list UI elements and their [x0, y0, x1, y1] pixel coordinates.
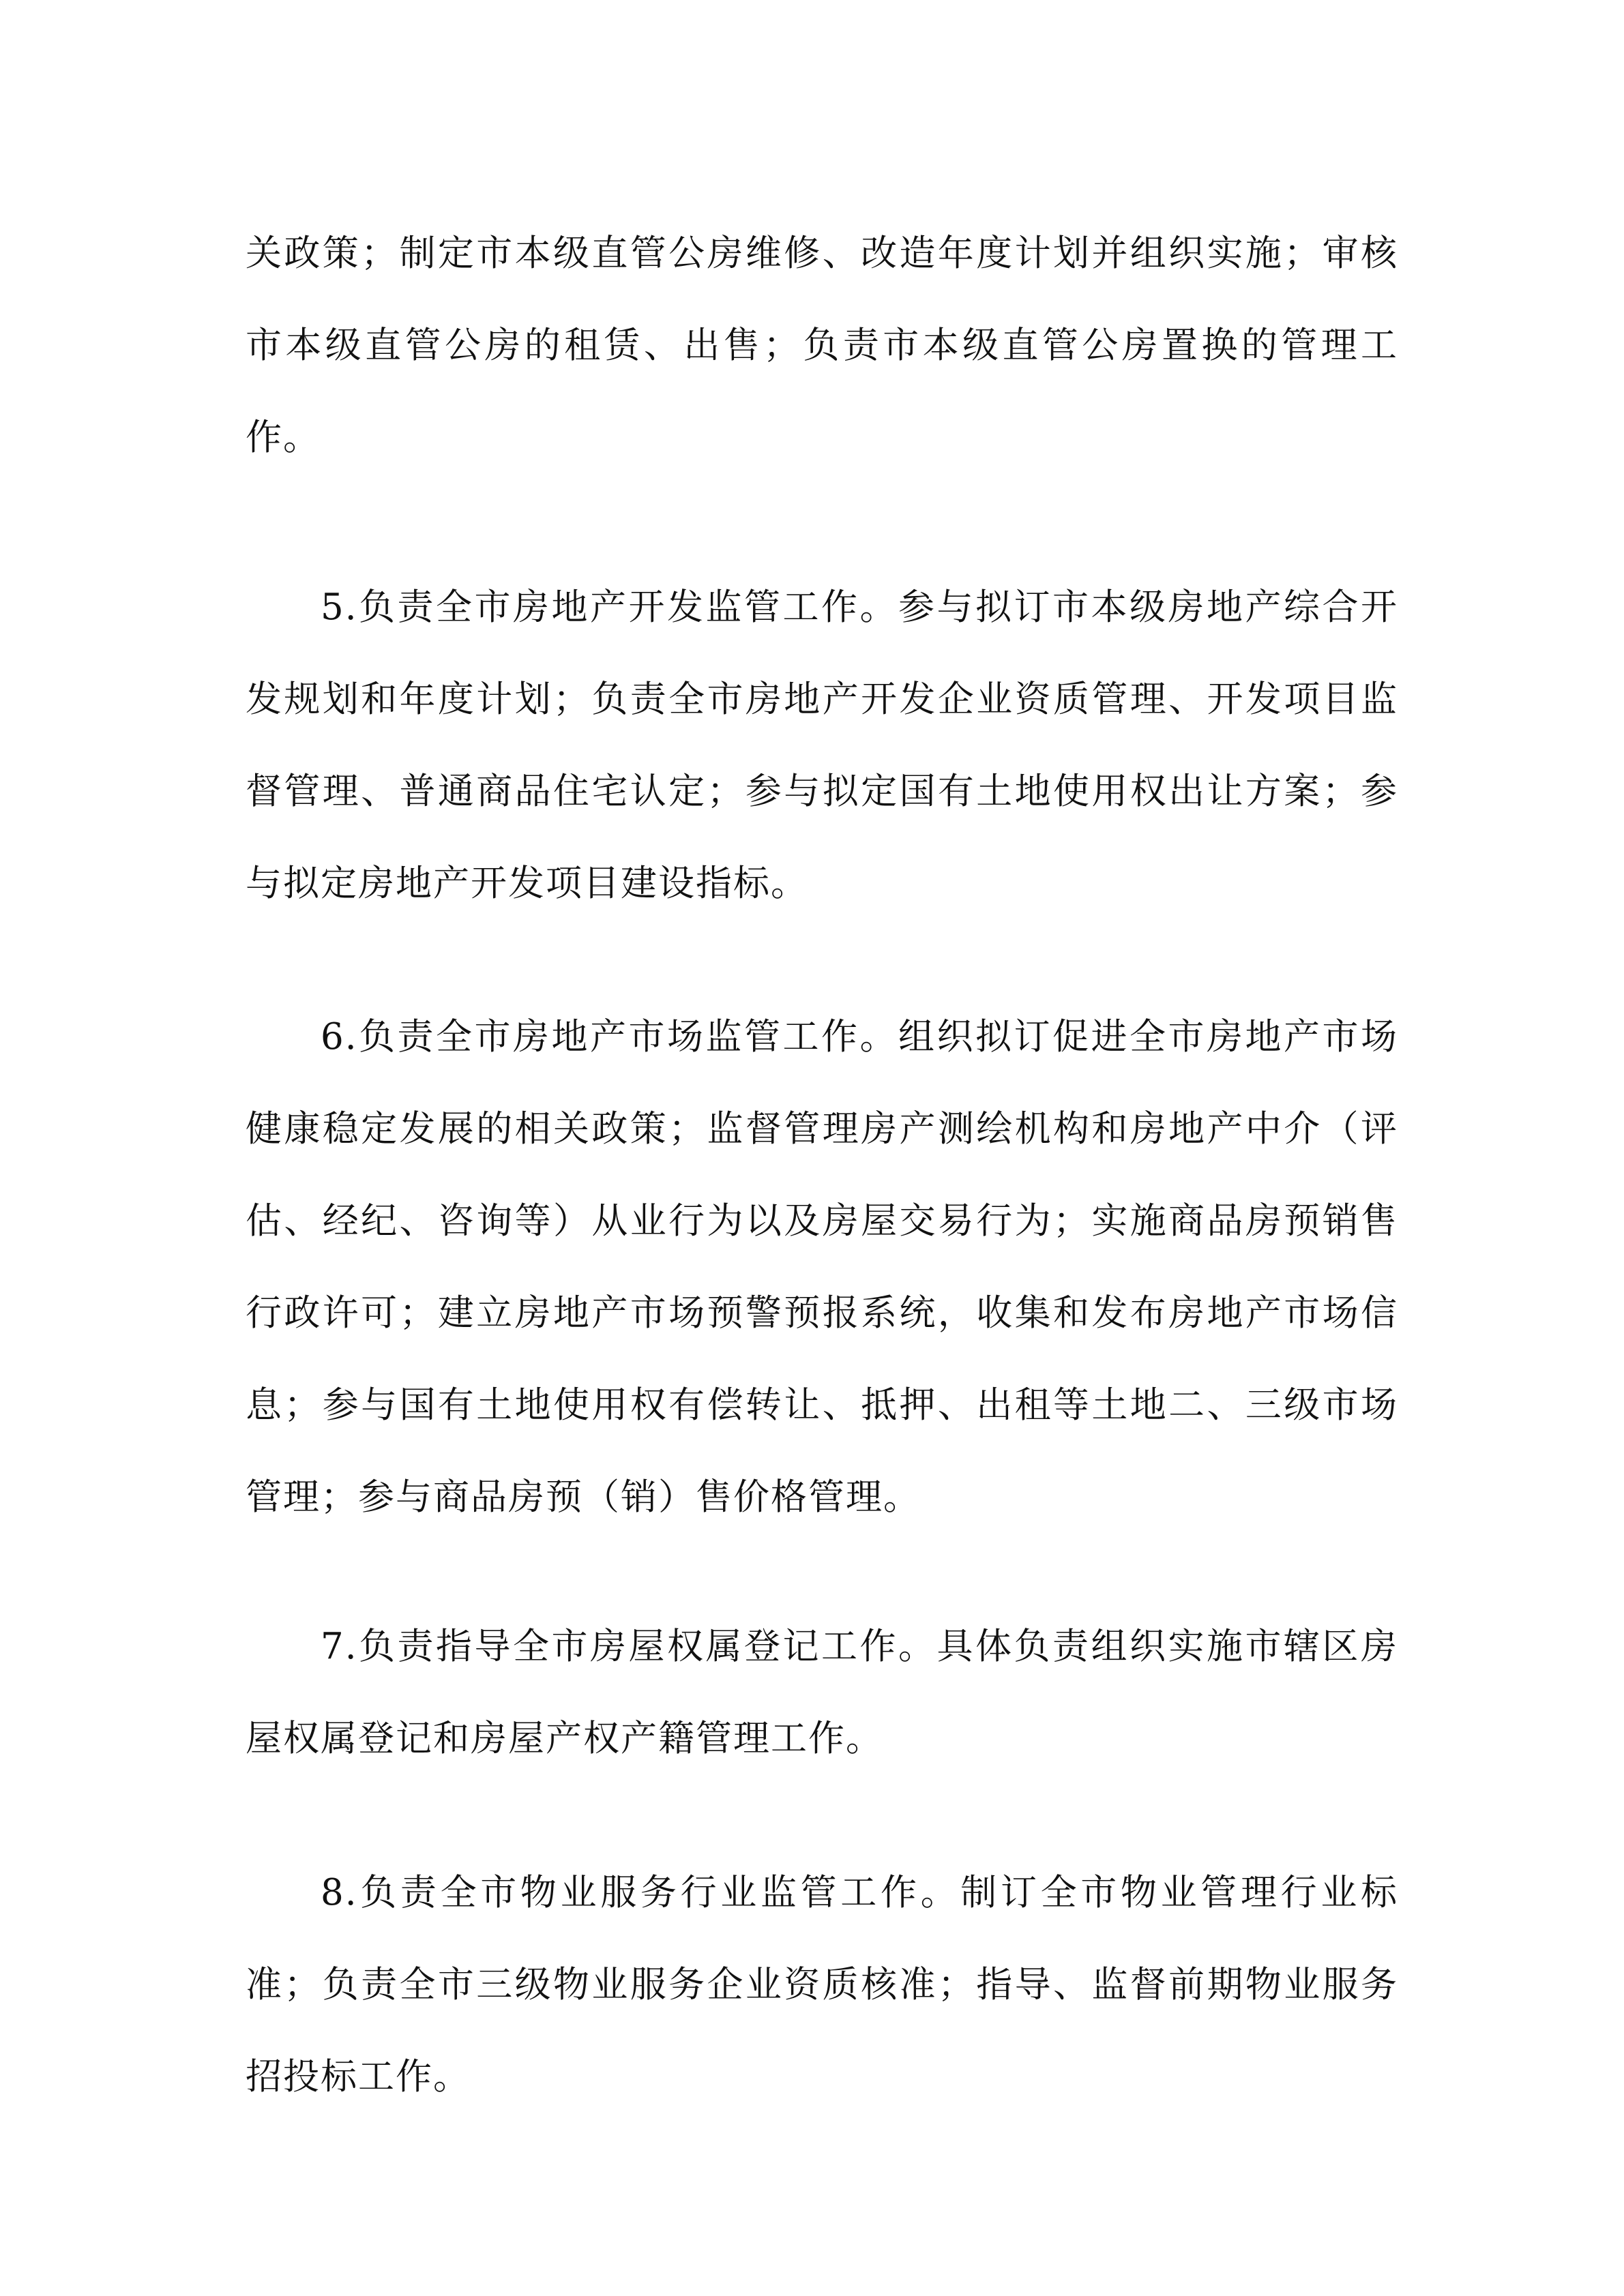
paragraph-item-6: 6.负责全市房地产市场监管工作。组织拟订促进全市房地产市场健康稳定发展的相关政策；监督管理房产测绘机构和房地产中介（评估、经纪、咨询等）从业行为以及房屋交易行为；实施商品房预销售行政许可；建立房地产市场预警预报系统，收集和发布房地产市场信息；参与国有土地使用权有偿转让、抵押、出租等土地二、三级市场管理；参与商品房预（销）售价格管理。: [246, 1016, 1398, 1518]
paragraph-item-8: 8.负责全市物业服务行业监管工作。制订全市物业管理行业标准；负责全市三级物业服务企业资质核准；指导、监督前期物业服务招投标工作。: [246, 1872, 1398, 2098]
paragraph-continuation: 关政策；制定市本级直管公房维修、改造年度计划并组织实施；审核市本级直管公房的租赁、出售；负责市本级直管公房置换的管理工作。: [246, 233, 1398, 458]
paragraph-item-7: 7.负责指导全市房屋权属登记工作。具体负责组织实施市辖区房屋权属登记和房屋产权产籍管理工作。: [246, 1626, 1398, 1759]
paragraph-item-5: 5.负责全市房地产开发监管工作。参与拟订市本级房地产综合开发规划和年度计划；负责全市房地产开发企业资质管理、开发项目监督管理、普通商品住宅认定；参与拟定国有土地使用权出让方案；参与拟定房地产开发项目建设指标。: [246, 586, 1398, 904]
